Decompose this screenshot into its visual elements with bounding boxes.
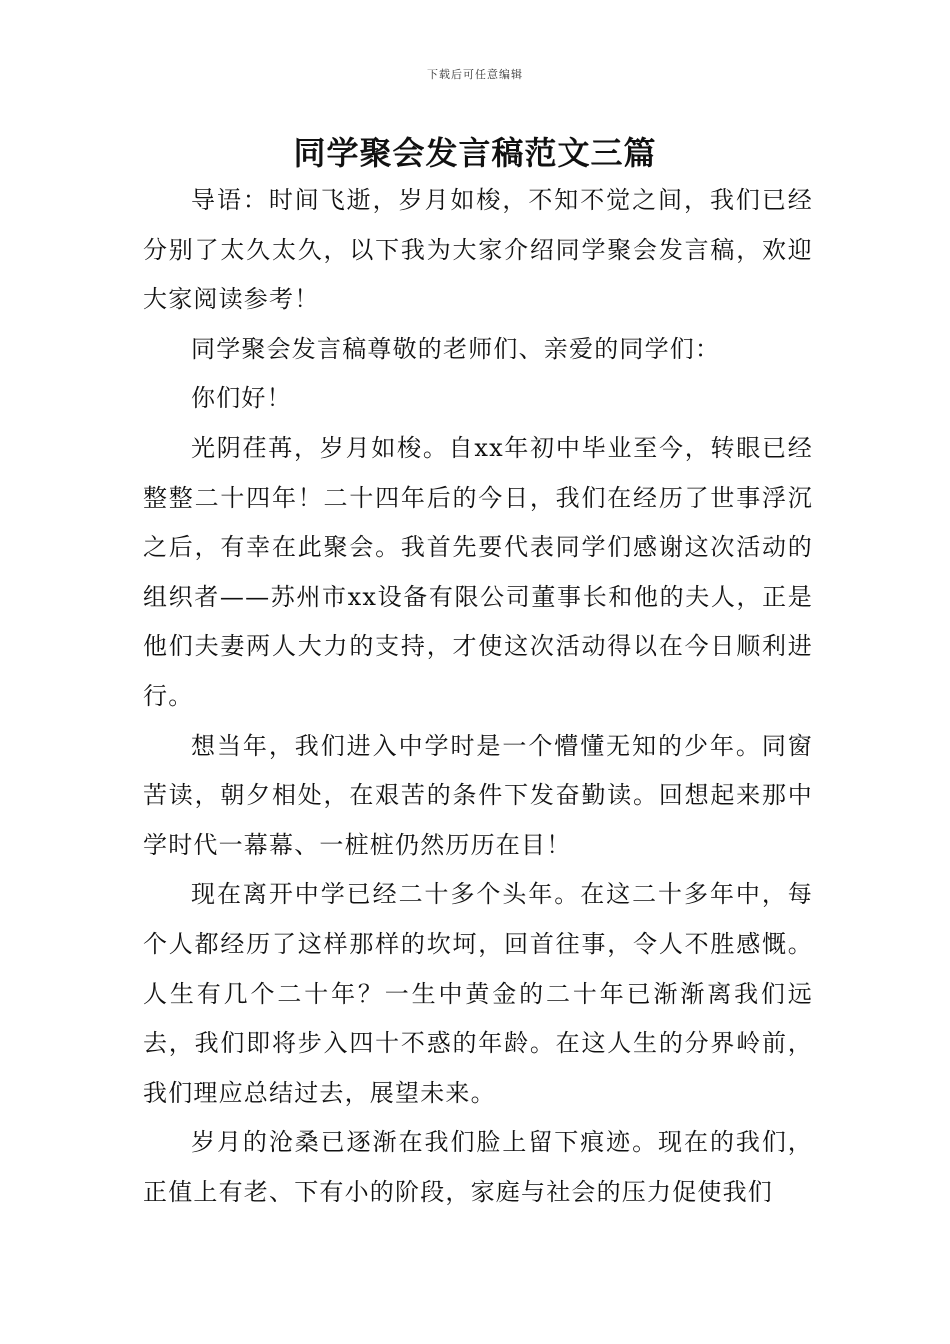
- paragraph-body-2: 想当年，我们进入中学时是一个懵懂无知的少年。同窗苦读，朝夕相处，在艰苦的条件下发奋勤读。回想起来那中学时代一幕幕、一桩桩仍然历历在目！: [143, 731, 813, 859]
- paragraph-body-3: 现在离开中学已经二十多个头年。在这二十多年中，每个人都经历了这样那样的坎坷，回首往事，令人不胜感慨。人生有几个二十年？一生中黄金的二十年已渐渐离我们远去，我们即将步入四十不惑的年龄。在这人生的分界岭前，我们理应总结过去，展望未来。: [143, 880, 813, 1107]
- paragraph-body-4: 岁月的沧桑已逐渐在我们脸上留下痕迹。现在的我们，正值上有老、下有小的阶段，家庭与社会的压力促使我们: [143, 1128, 813, 1206]
- document-title: 同学聚会发言稿范文三篇: [293, 134, 657, 172]
- paragraph-body-1: 光阴荏苒，岁月如梭。自xx年初中毕业至今，转眼已经整整二十四年！二十四年后的今日，我们在经历了世事浮沉之后，有幸在此聚会。我首先要代表同学们感谢这次活动的组织者——苏州市xx设备有限公司董事长和他的夫人，正是他们夫妻两人大力的支持，才使这次活动得以在今日顺利进行。: [143, 433, 813, 710]
- paragraph-intro: 导语：时间飞逝，岁月如梭，不知不觉之间，我们已经分别了太久太久，以下我为大家介绍同学聚会发言稿，欢迎大家阅读参考！: [143, 186, 813, 314]
- paragraph-salutation: 同学聚会发言稿尊敬的老师们、亲爱的同学们：: [191, 334, 721, 363]
- document-body: [143, 176, 813, 1217]
- paragraph-greeting: 你们好！: [191, 384, 292, 413]
- header-note: 下载后可任意编辑: [427, 68, 523, 81]
